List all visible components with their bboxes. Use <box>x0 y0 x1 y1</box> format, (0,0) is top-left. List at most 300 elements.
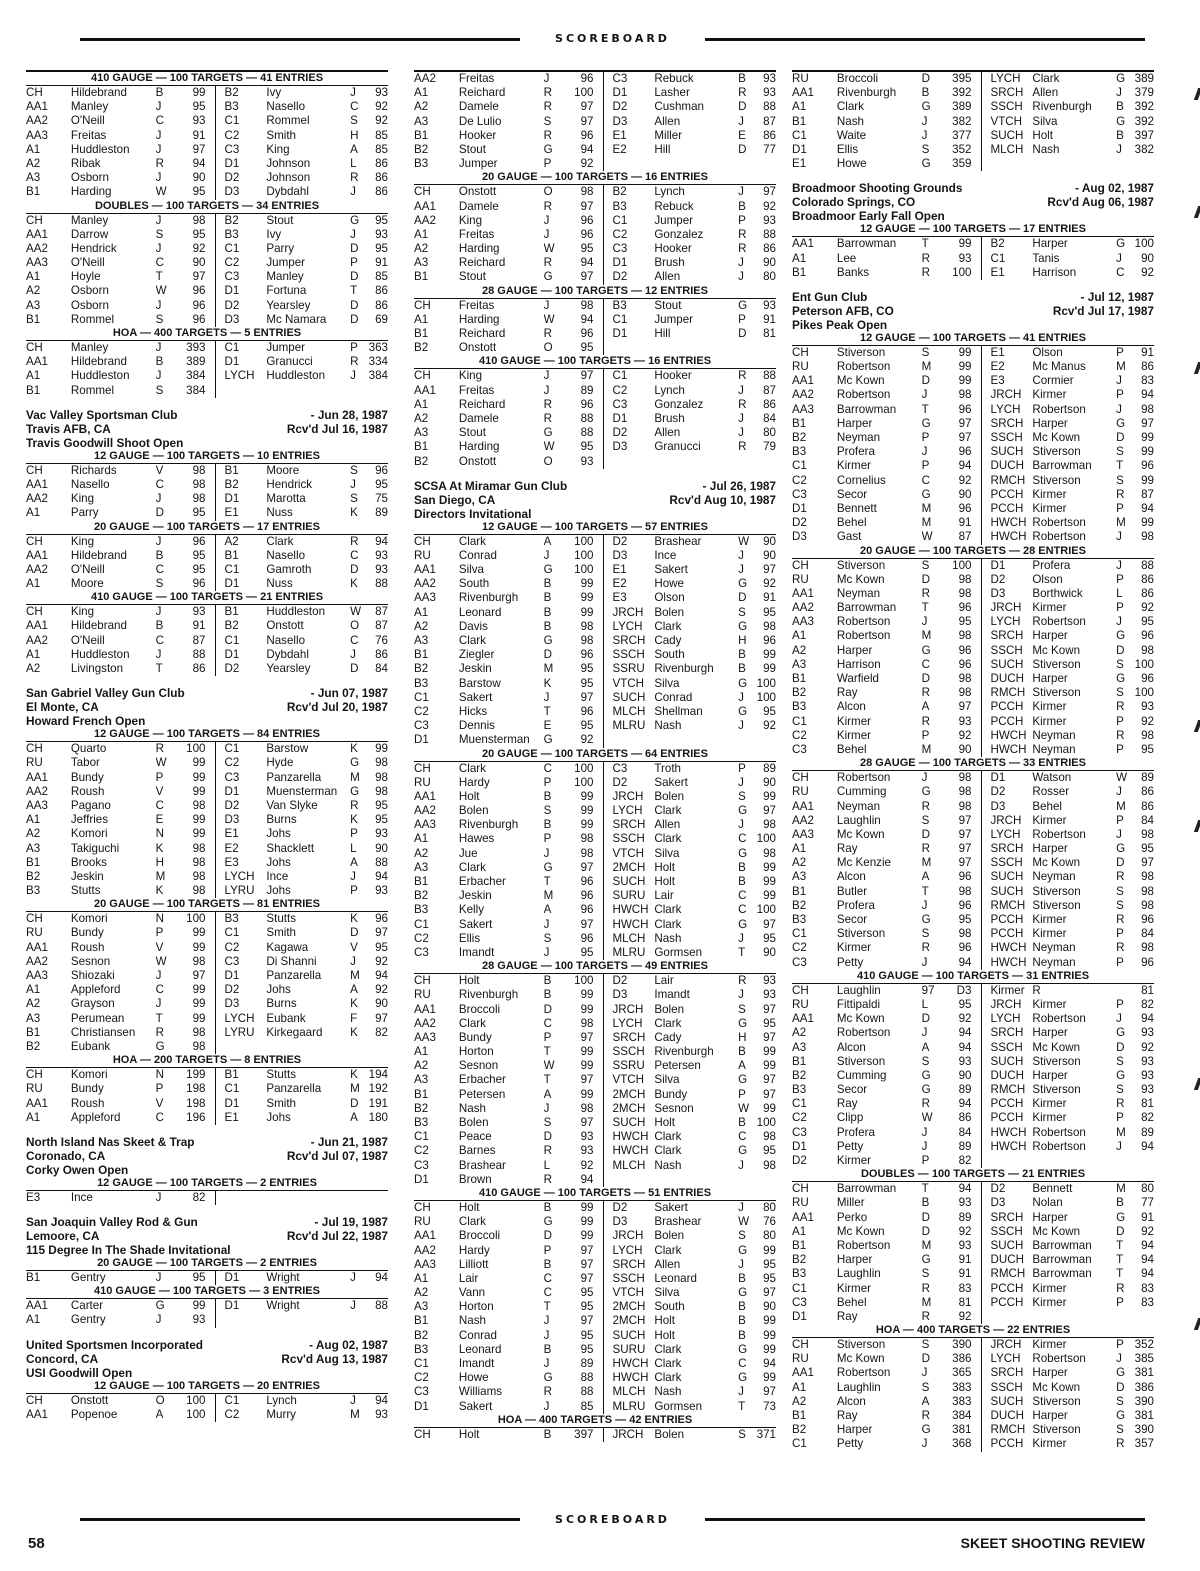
name-right: Harper <box>1032 1409 1068 1422</box>
score-right: 81 <box>763 327 776 340</box>
name-left: Reichard <box>458 397 506 411</box>
name-right: Rebuck <box>654 72 694 85</box>
name-left: Osborn <box>70 171 109 185</box>
score-left: 95 <box>940 615 983 629</box>
class-right: SRCH <box>990 86 1024 100</box>
table-row <box>414 705 776 719</box>
table-row <box>26 341 388 355</box>
name-right: Clark <box>654 1371 682 1385</box>
score-right: 92 <box>1141 1040 1154 1054</box>
name-left: Rivenburgh <box>836 86 897 100</box>
table-row <box>792 870 1154 884</box>
score-right: 80 <box>763 270 776 284</box>
initial-left: J <box>155 1190 162 1204</box>
initial-left: D <box>921 827 930 841</box>
initial-left: A <box>543 534 552 548</box>
score-left: 96 <box>562 932 605 946</box>
event-header: 410 GAUGE — 100 TARGETS — 16 ENTRIES <box>414 355 776 369</box>
initial-left: S <box>155 312 164 326</box>
table-row <box>414 440 776 454</box>
event-table <box>792 1168 1154 1324</box>
name-left: Peace <box>458 1130 492 1144</box>
name-right: Bolen <box>654 1002 685 1016</box>
score-left: 97 <box>174 270 217 284</box>
name-right: Moore <box>266 463 300 477</box>
name-left: Gentry <box>70 1313 106 1327</box>
name-right: Barrowman <box>1032 1238 1092 1252</box>
score-left: 92 <box>562 157 605 171</box>
initial-left: J <box>543 1399 550 1413</box>
score-left: 94 <box>562 313 605 327</box>
class-left: AA1 <box>792 1210 814 1224</box>
initial-left: S <box>921 813 930 827</box>
name-left: Freitas <box>458 72 495 85</box>
event-table <box>414 70 776 171</box>
class-right: D2 <box>990 785 1006 799</box>
score-right: 88 <box>763 100 776 114</box>
table-row <box>792 715 1154 729</box>
name-left: Hildebrand <box>70 619 127 633</box>
score-right: 100 <box>756 676 776 690</box>
initial-right: J <box>1116 615 1122 629</box>
score-left: 83 <box>940 1282 983 1296</box>
name-right: Robertson <box>1032 516 1086 530</box>
initial-right: K <box>350 577 358 591</box>
class-left: B2 <box>414 1101 429 1115</box>
score-right: 96 <box>1141 629 1154 643</box>
initial-left: G <box>921 643 931 657</box>
name-right: Kagawa <box>266 940 309 954</box>
club-text: Broadmoor Shooting Grounds <box>792 181 963 196</box>
initial-left: C <box>155 114 164 128</box>
class-right: D2 <box>990 1182 1006 1196</box>
initial-right: D <box>1116 431 1125 444</box>
score-right: 99 <box>763 1101 776 1115</box>
club-line <box>26 700 388 714</box>
name-right: Neyman <box>1032 941 1076 955</box>
name-left: Manley <box>70 213 109 227</box>
initial-right: D <box>1116 1040 1125 1054</box>
score-right <box>1130 1310 1154 1324</box>
score-right: 97 <box>1141 416 1154 430</box>
event-header: HOA — 400 TARGETS — 5 ENTRIES <box>26 327 388 341</box>
class-right: RMCH <box>990 1267 1026 1281</box>
initial-right: H <box>738 634 747 647</box>
class-right: SSRU <box>612 662 645 676</box>
magazine-title: SKEET SHOOTING REVIEW <box>960 1535 1145 1551</box>
class-left: A1 <box>414 832 429 846</box>
class-right: D2 <box>612 775 628 789</box>
initial-right: M <box>1116 1182 1126 1196</box>
score-left: 92 <box>940 729 983 743</box>
name-left: Bolen <box>458 1116 489 1129</box>
class-right: D1 <box>224 1271 240 1285</box>
name-left: Nash <box>458 1101 486 1115</box>
class-right: SSCH <box>990 431 1023 444</box>
score-right: 93 <box>375 884 388 898</box>
club-line <box>792 209 1154 223</box>
score-right: 80 <box>1141 1182 1154 1196</box>
class-right: MLCH <box>990 142 1024 156</box>
score-left: 98 <box>562 299 605 313</box>
score-left: 92 <box>940 1225 983 1239</box>
name-left: Huddleston <box>70 369 130 383</box>
class-left: B2 <box>26 869 41 883</box>
name-right: Olson <box>1032 572 1063 586</box>
score-right: 83 <box>1141 1281 1154 1295</box>
initial-left: A <box>921 1394 930 1408</box>
class-right <box>604 157 654 171</box>
score-right: 99 <box>763 889 776 903</box>
club-line <box>26 1215 388 1229</box>
table-row <box>792 1381 1154 1395</box>
name-right <box>654 455 738 469</box>
name-right: Behel <box>1032 799 1063 813</box>
initial-right: D <box>738 100 747 114</box>
class-left: C3 <box>792 955 807 969</box>
name-left: Mc Kenzie <box>836 856 891 870</box>
table-row <box>414 299 776 313</box>
club-spacer <box>26 398 388 408</box>
club-spacer <box>26 1328 388 1338</box>
class-left: RU <box>792 360 809 374</box>
table-row <box>414 790 776 804</box>
name-right: Tanis <box>1032 251 1060 265</box>
class-right: JRCH <box>612 1002 644 1016</box>
initial-left: G <box>543 563 553 577</box>
table-row <box>792 672 1154 686</box>
initial-right: R <box>738 227 747 241</box>
class-left: B1 <box>414 648 429 662</box>
class-right: E2 <box>990 360 1005 374</box>
score-right: 91 <box>1141 345 1154 359</box>
event-header: HOA — 400 TARGETS — 22 ENTRIES <box>792 1324 1154 1338</box>
score-right: 80 <box>763 1229 776 1243</box>
name-right: Silva <box>1032 114 1058 128</box>
initial-right: D <box>350 1096 359 1110</box>
class-right <box>604 455 654 469</box>
header-word: SCOREBOARD <box>547 32 678 45</box>
score-left: 96 <box>940 403 983 417</box>
name-right: Wright <box>266 1271 300 1285</box>
class-right: SRCH <box>990 1026 1024 1040</box>
score-right: 87 <box>763 383 776 397</box>
class-right: LYCH <box>990 1352 1021 1366</box>
name-left: Holt <box>458 974 480 988</box>
table-row <box>792 374 1154 388</box>
name-left: Roush <box>70 1096 105 1110</box>
table-row <box>26 926 388 940</box>
name-right: Bolen <box>654 605 685 619</box>
class-left: CH <box>792 983 809 997</box>
score-left: 95 <box>562 662 605 676</box>
class-right: PCCH <box>990 1437 1024 1451</box>
initial-left: W <box>543 312 555 326</box>
name-right: Borthwick <box>1032 586 1083 600</box>
name-right: Harrison <box>1032 265 1077 279</box>
name-right: Leonard <box>654 1271 697 1285</box>
initial-left: T <box>155 662 163 675</box>
name-left: Neyman <box>836 799 881 813</box>
initial-right <box>350 384 364 398</box>
score-right: 93 <box>763 86 776 100</box>
initial-right: B <box>1116 100 1124 114</box>
class-left: AA3 <box>792 402 814 416</box>
name-right: Nash <box>654 719 682 733</box>
table-row <box>792 1225 1154 1239</box>
score-right: 95 <box>763 704 776 718</box>
class-right: RMCH <box>990 686 1026 700</box>
table-row <box>414 691 776 705</box>
initial-right: P <box>350 341 358 354</box>
name-right: Neyman <box>1032 870 1076 884</box>
class-right: HWCH <box>990 516 1027 530</box>
initial-right: A <box>350 1110 358 1124</box>
name-left: Robertson <box>836 360 891 374</box>
name-right: Mc Kown <box>1032 856 1081 870</box>
name-right <box>266 384 350 398</box>
initial-left: M <box>155 869 166 883</box>
table-row <box>414 185 776 199</box>
initial-right: G <box>1116 72 1126 85</box>
score-right: 82 <box>1141 1111 1154 1125</box>
initial-right: G <box>1116 629 1126 643</box>
score-right: 100 <box>1134 686 1154 700</box>
name-right: Clark <box>654 1243 682 1257</box>
initial-right: G <box>1116 1210 1126 1224</box>
class-left: AA1 <box>414 563 436 577</box>
name-right: Clark <box>654 1357 682 1370</box>
class-right: PCCH <box>990 1111 1024 1125</box>
name-left: Erbacher <box>458 875 506 888</box>
score-left: 382 <box>940 115 983 129</box>
class-left: A1 <box>26 983 41 997</box>
class-left: CH <box>26 912 43 926</box>
initial-right: P <box>1116 714 1124 728</box>
initial-right: J <box>1116 1012 1122 1026</box>
class-right: C1 <box>224 926 240 940</box>
score-left: 99 <box>174 1299 217 1313</box>
score-left: 95 <box>562 946 605 960</box>
class-right: MLRU <box>612 945 646 959</box>
class-left: B2 <box>26 1039 41 1053</box>
name-right: Ivy <box>266 86 282 99</box>
club-text: USI Goodwill Open <box>26 1365 133 1380</box>
class-left: C2 <box>792 941 807 955</box>
table-row <box>414 1102 776 1116</box>
class-left: D1 <box>414 1172 429 1186</box>
initial-left: J <box>921 771 928 785</box>
class-right <box>216 384 266 398</box>
score-left: 392 <box>940 86 983 100</box>
table-row <box>792 1366 1154 1380</box>
initial-right: C <box>738 1357 747 1370</box>
initial-right: L <box>350 841 357 855</box>
name-left: Profera <box>836 1125 875 1139</box>
initial-left: R <box>543 100 552 114</box>
name-left: Sesnon <box>458 1059 499 1073</box>
class-left: RU <box>792 1196 809 1210</box>
class-right: C1 <box>612 213 628 227</box>
footer-word: SCOREBOARD <box>547 1513 678 1526</box>
initial-right: M <box>1116 360 1126 374</box>
initial-left: G <box>921 1068 931 1082</box>
club-text: El Monte, CA <box>26 700 99 715</box>
name-right: R <box>1032 983 1041 997</box>
score-left: 89 <box>562 384 605 398</box>
initial-left: O <box>155 1393 165 1407</box>
club-spacer <box>792 171 1154 181</box>
score-right: 99 <box>763 789 776 803</box>
score-left: 100 <box>940 266 983 280</box>
event-header: 12 GAUGE — 100 TARGETS — 10 ENTRIES <box>26 450 388 464</box>
score-right <box>752 1173 776 1187</box>
initial-right: J <box>350 1299 356 1313</box>
class-left: AA2 <box>26 954 48 968</box>
name-left: Clark <box>458 1215 486 1229</box>
name-right: Bolen <box>654 1427 685 1441</box>
name-right: Barstow <box>266 742 309 756</box>
name-left: Imandt <box>458 945 495 959</box>
initial-right: T <box>738 945 746 959</box>
club-header <box>26 1125 388 1177</box>
score-left: 99 <box>174 771 217 785</box>
club-header <box>792 280 1154 332</box>
results-column-1 <box>26 70 388 1422</box>
event-header: 12 GAUGE — 100 TARGETS — 2 ENTRIES <box>26 1177 388 1191</box>
initial-left: A <box>543 903 552 917</box>
score-right: 90 <box>1141 251 1154 265</box>
class-left: A1 <box>414 312 429 326</box>
table-row <box>414 327 776 341</box>
initial-left: S <box>543 114 552 128</box>
class-right: D3 <box>224 813 240 827</box>
event-header: 20 GAUGE — 100 TARGETS — 64 ENTRIES <box>414 748 776 762</box>
class-left: AA1 <box>26 548 48 562</box>
name-right: Barrowman <box>1032 459 1092 473</box>
score-left: 96 <box>562 705 605 719</box>
score-right: 93 <box>1141 1026 1154 1040</box>
class-right: C3 <box>224 770 240 784</box>
name-right: Stiverson <box>1032 898 1081 912</box>
class-left: RU <box>414 775 431 789</box>
class-right: C3 <box>612 242 628 256</box>
name-right: Clark <box>654 619 682 633</box>
class-right: D1 <box>612 327 628 340</box>
club-line <box>26 1338 388 1352</box>
initial-right: T <box>1116 1253 1124 1267</box>
class-left: A2 <box>414 1286 429 1300</box>
score-right: 99 <box>763 875 776 888</box>
initial-right: B <box>738 860 746 874</box>
initial-right: J <box>738 411 744 425</box>
name-right: Cady <box>654 634 682 647</box>
results-column-3 <box>792 70 1154 1452</box>
table-row <box>792 1239 1154 1253</box>
initial-left: O <box>543 454 553 468</box>
name-right: Jumper <box>266 341 306 354</box>
name-right: Panzarella <box>266 770 322 784</box>
class-right: B2 <box>612 185 627 199</box>
class-right: SSCH <box>612 832 645 846</box>
class-left: A1 <box>414 1271 429 1285</box>
initial-left: W <box>155 284 167 298</box>
name-left: Jumper <box>458 157 498 171</box>
table-row <box>792 1041 1154 1055</box>
name-right: Hooker <box>654 242 692 256</box>
score-left: 91 <box>174 129 217 143</box>
score-right <box>364 1040 388 1054</box>
score-left: 365 <box>940 1366 983 1380</box>
table-row <box>414 1329 776 1343</box>
class-left: AA1 <box>792 374 814 388</box>
name-right: Gormsen <box>654 1399 703 1413</box>
class-left: AA3 <box>26 798 48 812</box>
score-left: 96 <box>940 445 983 459</box>
club-text: Vac Valley Sportsman Club <box>26 407 178 422</box>
score-right: 89 <box>763 761 776 775</box>
class-right: SUCH <box>990 128 1024 142</box>
class-left: AA1 <box>414 199 436 213</box>
name-right: Lair <box>654 974 674 988</box>
table-row <box>414 1314 776 1328</box>
event-table <box>792 332 1154 545</box>
initial-left: B <box>155 355 164 369</box>
class-right: D2 <box>612 974 628 988</box>
initial-right: D <box>350 926 359 940</box>
name-right: Harper <box>1032 672 1068 685</box>
score-left: 95 <box>562 1300 605 1314</box>
score-left: 383 <box>940 1395 983 1409</box>
initial-left: J <box>155 1313 162 1327</box>
name-left: Broccoli <box>458 1002 501 1016</box>
initial-left: G <box>921 1253 931 1267</box>
class-left: AA1 <box>26 355 48 369</box>
name-right: Harper <box>1032 1026 1068 1040</box>
name-right: Nolan <box>1032 1196 1063 1210</box>
initial-left: J <box>543 227 550 241</box>
class-right: B1 <box>224 463 239 477</box>
name-right: Bolen <box>654 789 685 803</box>
score-left: 96 <box>940 658 983 672</box>
score-left: 98 <box>940 629 983 643</box>
name-left: Mc Kown <box>836 572 885 586</box>
table-row <box>792 1126 1154 1140</box>
class-right: SURU <box>612 889 646 903</box>
table-row <box>26 549 388 563</box>
club-text: San Joaquin Valley Rod & Gun <box>26 1215 198 1230</box>
initial-left: G <box>921 157 931 171</box>
class-right: SRCH <box>990 416 1024 430</box>
class-right: HWCH <box>612 1357 649 1370</box>
name-right: Jumper <box>654 312 694 326</box>
table-row <box>792 771 1154 785</box>
class-left: AA1 <box>792 237 814 251</box>
score-left: 95 <box>562 1286 605 1300</box>
score-right: 98 <box>1141 530 1154 544</box>
name-left: Clipp <box>836 1111 864 1125</box>
class-right: D3 <box>224 185 240 199</box>
name-right: Lynch <box>654 383 685 397</box>
class-left: CH <box>792 771 809 785</box>
name-left: Secor <box>836 913 868 926</box>
class-right: PCCH <box>990 1097 1024 1111</box>
initial-left: D <box>921 1224 930 1238</box>
class-right: LYCH <box>612 804 643 818</box>
table-row <box>26 1299 388 1313</box>
class-right: C2 <box>224 256 240 270</box>
initial-right: J <box>738 1385 744 1399</box>
